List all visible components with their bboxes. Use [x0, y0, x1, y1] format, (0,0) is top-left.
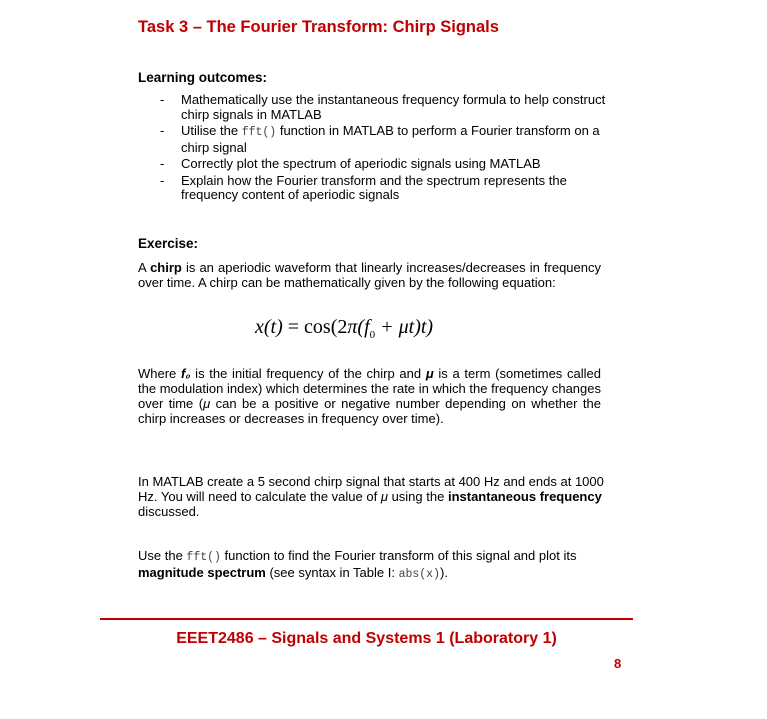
code-abs: abs(x)	[398, 568, 440, 581]
page-title: Task 3 – The Fourier Transform: Chirp Signals	[138, 18, 499, 36]
list-item: - Correctly plot the spectrum of aperiodic signals using MATLAB	[160, 157, 620, 172]
chirp-equation: $x(t) = \cos(2\pi(f_0 + \mu t)t)$	[255, 316, 434, 341]
matlab-task-paragraph: In MATLAB create a 5 second chirp signal that starts at 400 Hz and ends at 1000 Hz. You will need to calculate the value of μ using the instantaneous frequency discussed.	[138, 474, 604, 519]
code-fft: fft()	[186, 551, 221, 564]
list-item: - Utilise the fft() function in MATLAB to perform a Fourier transform on a chirp signal	[160, 124, 620, 155]
f0-mu-paragraph: Where f₀ is the initial frequency of the chirp and μ is a term (sometimes called the modulation index) which determines the rate in which the frequency changes over time (μ can be a positive or negative number depending on whether the chirp increases or decreases in frequency over time).	[138, 366, 601, 426]
footer-course-title: EEET2486 – Signals and Systems 1 (Laboratory 1)	[176, 630, 557, 647]
chirp-definition-paragraph: A chirp is an aperiodic waveform that linearly increases/decreases in frequency over time. A chirp can be mathematically given by the following equation:	[138, 260, 601, 290]
list-item: - Explain how the Fourier transform and the spectrum represents the frequency content of aperiodic signals	[160, 174, 620, 203]
page-number: 8	[614, 656, 622, 671]
code-fft: fft()	[241, 126, 277, 139]
learning-outcomes-heading: Learning outcomes:	[138, 70, 268, 85]
exercise-heading: Exercise:	[138, 236, 199, 251]
learning-outcomes-list	[160, 93, 620, 205]
footer-divider	[100, 618, 633, 620]
list-item: - Mathematically use the instantaneous frequency formula to help construct chirp signals in MATLAB	[160, 93, 620, 122]
fft-task-paragraph: Use the fft() function to find the Fourier transform of this signal and plot its magnitude spectrum (see syntax in Table I: abs(x)).	[138, 548, 577, 581]
